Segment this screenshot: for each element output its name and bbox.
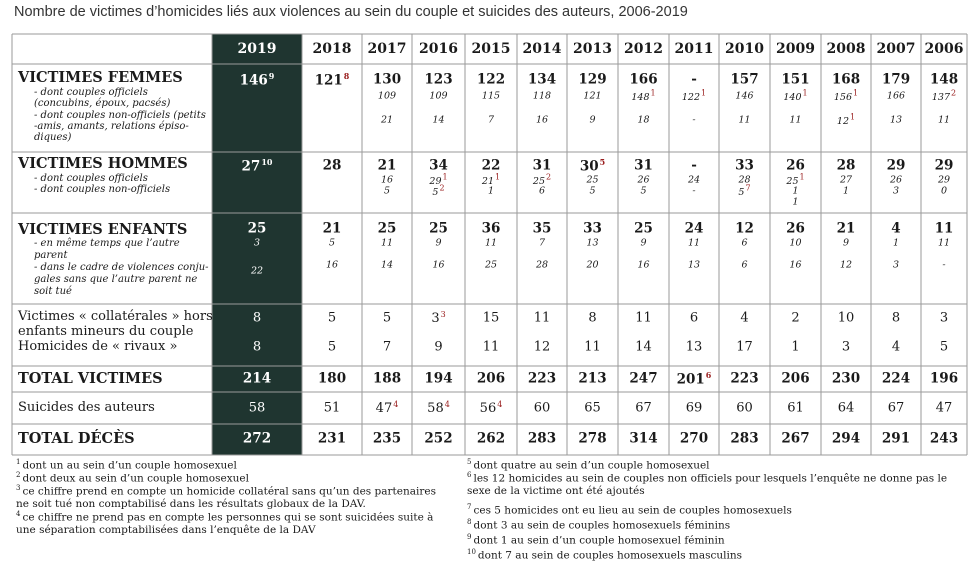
cell-hommes_off: $25^2$ [532,172,552,187]
cell-total_victimes: 196 [929,370,959,387]
cell-hommes_nonoff: $5^7$ [738,183,751,198]
cell-femmes_nonoff: 11 [789,114,802,126]
cell-hommes_nonoff: 5 [383,185,391,197]
cell-collat: 11 [533,310,551,326]
cell-suicides: $58^4$ [427,399,450,417]
cell-collat: 8 [252,310,262,326]
cell-hommes_total: 29 [886,157,906,174]
label-hommes_title: VICTIMES HOMMES [18,155,188,172]
cell-enfants_cadre: 12 [839,259,853,271]
cell-total_victimes: 224 [881,370,911,387]
cell-total_deces: 314 [629,430,658,447]
cell-enfants_total: 25 [634,220,653,237]
cell-femmes_off: $156^1$ [833,88,859,103]
cell-hommes_total: 28 [322,157,342,174]
cell-hommes_total: $30^5$ [579,157,606,175]
cell-enfants_cadre: 20 [586,259,599,271]
cell-total_deces: 272 [242,430,272,447]
cell-suicides: $56^4$ [479,399,503,417]
cell-femmes_off: 121 [583,90,602,102]
cell-suicides: 60 [736,400,753,416]
label-collat1: Victimes « collatérales » hors [18,309,213,324]
cell-rivaux: 11 [584,339,601,355]
cell-hommes_total: 26 [786,157,805,174]
cell-enfants_cadre: 13 [687,259,701,271]
year-header: 2019 [237,41,277,57]
cell-enfants_total: 11 [934,220,954,237]
label-femmes_sub1: - dont couples officiels [34,87,148,98]
cell-hommes_nonoff: 1 [792,185,799,197]
cell-suicides: 67 [635,400,652,416]
cell-hommes_total: 21 [377,157,397,174]
cell-rivaux: 1 [791,339,800,355]
cell-femmes_nonoff: 7 [487,114,495,126]
cell-enfants_meme: 3 [253,237,261,249]
cell-femmes_nonoff: 11 [738,114,751,126]
cell-femmes_total: 148 [929,71,959,88]
label-enfants_title: VICTIMES ENFANTS [18,221,188,238]
cell-femmes_total: 157 [730,71,759,88]
cell-hommes_nonoff: 6 [538,185,546,197]
cell-hommes_off: 27 [839,174,853,186]
cell-total_victimes: 180 [317,370,347,387]
cell-femmes_total: 179 [881,71,911,88]
footnote-right: $^5$ dont quatre au sein d’un couple homosexuel [467,458,710,472]
cell-hommes_extra: 1 [792,196,799,208]
cell-enfants_total: 12 [735,220,754,237]
cell-total_victimes: 206 [476,370,506,387]
cell-enfants_meme: 9 [435,237,442,249]
cell-suicides: 65 [584,400,601,416]
cell-collat: 3 [939,310,949,326]
cell-enfants_meme: 6 [741,237,748,249]
cell-enfants_cadre: 25 [484,259,498,271]
cell-enfants_meme: 13 [586,237,599,249]
label-total_victimes: TOTAL VICTIMES [18,370,163,387]
cell-hommes_off: 29 [937,174,951,186]
cell-enfants_cadre: 3 [892,259,900,271]
cell-femmes_off: $140^1$ [783,88,808,103]
cell-total_deces: 235 [372,430,402,447]
cell-hommes_nonoff: 0 [940,185,948,197]
cell-total_victimes: 206 [781,370,810,387]
cell-total_victimes: 194 [424,370,453,387]
cell-femmes_total: - [691,71,697,88]
cell-collat: 10 [837,310,855,326]
cell-rivaux: 12 [533,339,551,355]
cell-rivaux: 8 [252,339,262,355]
cell-rivaux: 11 [482,339,500,355]
cell-enfants_meme: 9 [842,237,850,249]
cell-enfants_cadre: 14 [380,259,394,271]
year-header: 2013 [573,41,612,57]
cell-enfants_total: 21 [836,220,856,237]
year-header: 2014 [522,41,562,57]
cell-rivaux: 3 [841,339,851,355]
cell-enfants_total: 35 [532,220,552,237]
cell-collat: 6 [689,310,699,326]
footnote-right: $^6$ les 12 homicides au sein de couples non officiels pour lesquels l’enquête ne donne pas le sexe de la victime ont été ajoutés [467,471,948,497]
year-header: 2018 [312,41,352,57]
cell-collat: 11 [635,310,652,326]
cell-femmes_off: $137^2$ [931,88,957,103]
label-enfants_sub3: - dans le cadre de violences conju- [34,262,209,273]
cell-hommes_nonoff: 3 [892,185,900,197]
cell-femmes_total: 151 [781,71,810,88]
cell-hommes_nonoff: $5^2$ [432,183,445,198]
year-header: 2015 [471,41,511,57]
year-header: 2016 [419,41,458,57]
cell-total_victimes: 188 [372,370,402,387]
cell-rivaux: 13 [685,339,703,355]
cell-total_deces: 294 [831,430,861,447]
cell-total_deces: 243 [929,430,959,447]
cell-femmes_nonoff: 13 [889,114,903,126]
cell-collat: $3^3$ [431,309,446,327]
cell-hommes_total: 34 [429,157,448,174]
cell-enfants_cadre: 16 [637,259,650,271]
cell-femmes_off: 109 [429,90,448,102]
cell-hommes_total: 22 [481,157,501,174]
cell-hommes_nonoff: 1 [842,185,850,197]
label-enfants_sub5: soit tué [34,286,72,297]
cell-total_victimes: $201^6$ [676,370,712,388]
cell-enfants_cadre: 22 [250,265,264,277]
cell-suicides: $47^4$ [375,399,399,417]
cell-collat: 8 [891,310,901,326]
cell-hommes_off: $25^1$ [786,172,805,187]
label-hommes_sub2: - dont couples non-officiels [34,184,171,195]
cell-hommes_nonoff: 1 [487,185,495,197]
label-femmes_sub5: diques) [34,132,72,143]
cell-femmes_nonoff: 18 [637,114,650,126]
year-header: 2017 [367,41,407,57]
year-header: 2009 [776,41,815,57]
cell-enfants_total: 25 [429,220,448,237]
cell-collat: 5 [382,310,392,326]
cell-enfants_cadre: - [942,259,946,271]
cell-total_victimes: 213 [578,370,607,387]
cell-hommes_off: $29^1$ [429,172,448,187]
cell-femmes_nonoff: 21 [380,114,394,126]
cell-total_deces: 283 [730,430,759,447]
cell-total_deces: 270 [679,430,709,447]
cell-femmes_total: $146^9$ [239,71,275,89]
cell-hommes_off: 25 [586,174,599,186]
cell-hommes_off: 28 [738,174,751,186]
cell-collat: 8 [588,310,597,326]
cell-total_deces: 278 [578,430,607,447]
cell-total_deces: 252 [424,430,453,447]
cell-hommes_total: 31 [532,157,552,174]
cell-femmes_total: 168 [831,71,861,88]
label-femmes_sub2: (concubins, époux, pacsés) [34,98,171,109]
label-enfants_sub1: - en même temps que l’autre [34,238,180,249]
cell-femmes_nonoff: 16 [535,114,549,126]
footnote-left: $^3$ ce chiffre prend en compte un homicide collatéral sans qu’un des partenaires ne soit tué non comptabilisé dans les résultats globaux de la DAV. [16,484,436,510]
cell-suicides: 60 [533,400,551,416]
label-femmes_sub3: - dont couples non-officiels (petits [34,110,206,121]
cell-collat: 15 [482,310,500,326]
cell-collat: 5 [327,310,337,326]
cell-enfants_meme: 11 [484,237,498,249]
cell-enfants_total: 25 [377,220,397,237]
cell-total_victimes: 223 [527,370,557,387]
year-header: 2006 [924,41,964,57]
footnote-right: $^8$ dont 3 au sein de couples homosexuels féminins [467,518,731,532]
cell-enfants_cadre: 16 [432,259,445,271]
cell-enfants_total: 36 [481,220,501,237]
cell-enfants_total: 25 [247,220,267,237]
cell-hommes_off: 26 [637,174,650,186]
cell-suicides: 58 [248,400,266,416]
footnote-left: $^1$ dont un au sein d’un couple homosexuel [16,458,237,472]
cell-enfants_meme: 7 [538,237,546,249]
cell-hommes_nonoff: 5 [640,185,647,197]
cell-hommes_total: 33 [735,157,754,174]
cell-rivaux: 4 [891,339,901,355]
cell-femmes_total: 123 [424,71,453,88]
cell-enfants_meme: 11 [687,237,701,249]
cell-enfants_total: 24 [684,220,704,237]
cell-total_deces: 267 [781,430,810,447]
cell-hommes_nonoff: 5 [589,185,596,197]
cell-rivaux: 14 [635,339,652,355]
cell-femmes_nonoff: - [692,114,696,126]
cell-femmes_off: 109 [377,90,397,102]
cell-enfants_total: 4 [891,220,901,237]
label-enfants_sub4: gales sans que l’autre parent ne [34,274,198,285]
cell-rivaux: 7 [382,339,392,355]
cell-hommes_total: $27^{10}$ [241,157,273,175]
cell-femmes_total: 166 [629,71,658,88]
cell-suicides: 67 [887,400,905,416]
label-total_deces: TOTAL DÉCÈS [18,430,135,447]
cell-enfants_total: 21 [322,220,342,237]
cell-enfants_cadre: 16 [325,259,339,271]
cell-femmes_total: 134 [527,71,557,88]
cell-rivaux: 9 [434,339,443,355]
cell-total_victimes: 247 [629,370,658,387]
cell-femmes_nonoff: 11 [937,114,951,126]
page-title: Nombre de victimes d’homicides liés aux violences au sein du couple et suicides des auteurs, 2006-2019 [14,4,688,20]
cell-enfants_meme: 10 [789,237,802,249]
cell-enfants_total: 33 [583,220,602,237]
cell-enfants_meme: 5 [328,237,336,249]
cell-femmes_total: 129 [578,71,607,88]
cell-suicides: 69 [685,400,703,416]
cell-enfants_meme: 11 [937,237,951,249]
cell-hommes_total: - [691,157,697,174]
label-rivaux: Homicides de « rivaux » [18,339,178,354]
cell-total_deces: 291 [881,430,911,447]
cell-femmes_off: $148^1$ [631,88,656,103]
cell-total_deces: 262 [476,430,506,447]
cell-hommes_off: $21^1$ [481,172,501,187]
footnote-right: $^{10}$ dont 7 au sein de couples homosexuels masculins [467,548,743,562]
cell-enfants_cadre: 16 [789,259,802,271]
year-header: 2008 [826,41,866,57]
cell-femmes_off: 118 [532,90,552,102]
cell-total_deces: 231 [317,430,347,447]
cell-femmes_off: 146 [735,90,754,102]
cell-enfants_meme: 1 [892,237,900,249]
cell-suicides: 47 [935,400,953,416]
cell-total_victimes: 214 [242,370,272,387]
cell-hommes_total: 29 [934,157,954,174]
label-collat2: enfants mineurs du couple [18,324,194,339]
label-hommes_sub1: - dont couples officiels [34,173,148,184]
label-enfants_sub2: parent [34,250,68,261]
cell-total_deces: 283 [527,430,557,447]
cell-suicides: 51 [323,400,341,416]
year-header: 2010 [725,41,764,57]
cell-hommes_off: 16 [380,174,394,186]
cell-rivaux: 5 [939,339,949,355]
cell-rivaux: 5 [327,339,337,355]
cell-hommes_nonoff: - [692,185,696,197]
cell-total_victimes: 230 [831,370,861,387]
year-header: 2007 [876,41,916,57]
label-femmes_title: VICTIMES FEMMES [18,69,183,86]
cell-femmes_nonoff: 9 [589,114,596,126]
cell-suicides: 61 [787,400,804,416]
cell-enfants_total: 26 [786,220,805,237]
cell-enfants_meme: 11 [380,237,394,249]
footnote-left: $^4$ ce chiffre ne prend pas en compte les personnes qui se sont suicidées suite à une séparation comptabilisées dans l’enquête de la DAV [16,510,434,536]
cell-femmes_total: $121^8$ [314,71,350,89]
year-header: 2011 [674,41,714,57]
cell-enfants_cadre: 28 [535,259,549,271]
cell-rivaux: 17 [736,339,753,355]
cell-collat: 2 [791,310,800,326]
cell-femmes_total: 122 [476,71,506,88]
cell-femmes_total: 130 [372,71,402,88]
cell-collat: 4 [740,310,749,326]
cell-enfants_cadre: 6 [741,259,748,271]
footnote-left: $^2$ dont deux au sein d’un couple homosexuel [16,471,249,485]
cell-hommes_total: 31 [634,157,653,174]
footnote-right: $^7$ ces 5 homicides ont eu lieu au sein de couples homosexuels [467,503,792,517]
cell-femmes_off: 115 [481,90,501,102]
cell-enfants_meme: 9 [640,237,647,249]
footnote-right: $^9$ dont 1 au sein d’un couple homosexuel féminin [467,533,725,547]
cell-suicides: 64 [837,400,855,416]
year-header: 2012 [624,41,663,57]
cell-femmes_nonoff: $12^1$ [836,112,856,127]
cell-hommes_off: 26 [889,174,903,186]
label-femmes_sub4: -amis, amants, relations épiso- [34,121,189,132]
label-suicides: Suicides des auteurs [18,400,155,415]
cell-hommes_off: 24 [687,174,701,186]
cell-total_victimes: 223 [730,370,759,387]
cell-femmes_off: $122^1$ [681,88,707,103]
cell-femmes_off: 166 [886,90,906,102]
cell-hommes_total: 28 [836,157,856,174]
cell-femmes_nonoff: 14 [432,114,445,126]
